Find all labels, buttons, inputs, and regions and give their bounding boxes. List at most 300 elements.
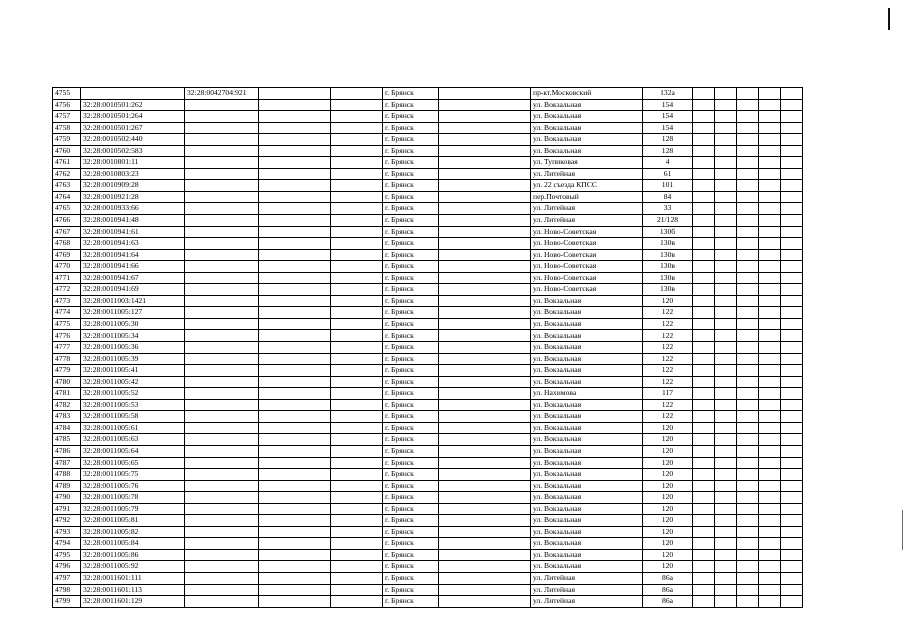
empty-cell xyxy=(439,272,531,284)
empty-cell xyxy=(715,145,737,157)
empty-cell xyxy=(759,180,781,192)
empty-cell xyxy=(737,88,759,100)
cadastral-number-extra xyxy=(185,168,259,180)
row-number: 4774 xyxy=(53,307,81,319)
street: ул. Вокзальная xyxy=(531,538,643,550)
cadastral-number-extra xyxy=(185,399,259,411)
house-number: 120 xyxy=(643,526,693,538)
table-row xyxy=(53,411,803,423)
row-number: 4763 xyxy=(53,180,81,192)
empty-cell xyxy=(331,88,383,100)
empty-cell xyxy=(259,480,331,492)
empty-cell xyxy=(737,388,759,400)
empty-cell xyxy=(737,538,759,550)
house-number: 4 xyxy=(643,157,693,169)
empty-cell xyxy=(781,226,803,238)
row-number: 4791 xyxy=(53,503,81,515)
empty-cell xyxy=(259,272,331,284)
empty-cell xyxy=(693,295,715,307)
table-row xyxy=(53,596,803,608)
empty-cell xyxy=(715,399,737,411)
empty-cell xyxy=(439,111,531,123)
table-row xyxy=(53,272,803,284)
city: г. Брянск xyxy=(383,99,439,111)
empty-cell xyxy=(781,434,803,446)
cadastral-number: 32:28:0010501:264 xyxy=(81,111,185,123)
street: ул. Нахимова xyxy=(531,388,643,400)
empty-cell xyxy=(439,203,531,215)
street: ул. Вокзальная xyxy=(531,445,643,457)
row-number: 4788 xyxy=(53,469,81,481)
empty-cell xyxy=(259,492,331,504)
city: г. Брянск xyxy=(383,515,439,527)
table-row xyxy=(53,307,803,319)
empty-cell xyxy=(331,388,383,400)
empty-cell xyxy=(331,342,383,354)
empty-cell xyxy=(781,596,803,608)
table-row xyxy=(53,572,803,584)
street: ул. Вокзальная xyxy=(531,376,643,388)
city: г. Брянск xyxy=(383,572,439,584)
cadastral-number: 32:28:0011005:30 xyxy=(81,318,185,330)
empty-cell xyxy=(331,330,383,342)
empty-cell xyxy=(781,365,803,377)
empty-cell xyxy=(693,584,715,596)
empty-cell xyxy=(737,191,759,203)
empty-cell xyxy=(693,411,715,423)
empty-cell xyxy=(259,157,331,169)
cadastral-number-extra xyxy=(185,226,259,238)
empty-cell xyxy=(331,584,383,596)
cadastral-number: 32:28:0010803:23 xyxy=(81,168,185,180)
empty-cell xyxy=(331,526,383,538)
empty-cell xyxy=(737,480,759,492)
city: г. Брянск xyxy=(383,318,439,330)
cadastral-number-extra xyxy=(185,145,259,157)
empty-cell xyxy=(781,99,803,111)
table-row xyxy=(53,99,803,111)
empty-cell xyxy=(781,515,803,527)
city: г. Брянск xyxy=(383,538,439,550)
empty-cell xyxy=(715,238,737,250)
cadastral-number: 32:28:0011005:84 xyxy=(81,538,185,550)
empty-cell xyxy=(693,596,715,608)
empty-cell xyxy=(439,538,531,550)
city: г. Брянск xyxy=(383,180,439,192)
row-number: 4796 xyxy=(53,561,81,573)
empty-cell xyxy=(439,342,531,354)
city: г. Брянск xyxy=(383,272,439,284)
row-number: 4798 xyxy=(53,584,81,596)
empty-cell xyxy=(693,492,715,504)
house-number: 130в xyxy=(643,249,693,261)
street: ул. Вокзальная xyxy=(531,492,643,504)
empty-cell xyxy=(737,422,759,434)
empty-cell xyxy=(759,88,781,100)
empty-cell xyxy=(715,492,737,504)
empty-cell xyxy=(693,134,715,146)
empty-cell xyxy=(759,572,781,584)
empty-cell xyxy=(737,584,759,596)
row-number: 4767 xyxy=(53,226,81,238)
house-number: 86а xyxy=(643,572,693,584)
empty-cell xyxy=(331,353,383,365)
empty-cell xyxy=(715,134,737,146)
house-number: 122 xyxy=(643,307,693,319)
cadastral-number: 32:28:0010941:63 xyxy=(81,238,185,250)
empty-cell xyxy=(693,203,715,215)
empty-cell xyxy=(759,422,781,434)
empty-cell xyxy=(331,549,383,561)
row-number: 4781 xyxy=(53,388,81,400)
cadastral-number: 32:28:0010941:69 xyxy=(81,284,185,296)
empty-cell xyxy=(715,434,737,446)
cadastral-number: 32:28:0011005:82 xyxy=(81,526,185,538)
empty-cell xyxy=(693,445,715,457)
cadastral-number: 32:28:0011005:92 xyxy=(81,561,185,573)
empty-cell xyxy=(693,549,715,561)
empty-cell xyxy=(737,411,759,423)
empty-cell xyxy=(715,388,737,400)
empty-cell xyxy=(715,111,737,123)
street: ул. Литейная xyxy=(531,168,643,180)
empty-cell xyxy=(331,445,383,457)
empty-cell xyxy=(439,261,531,273)
empty-cell xyxy=(737,318,759,330)
cadastral-number: 32:28:0010501:262 xyxy=(81,99,185,111)
cadastral-number-extra xyxy=(185,272,259,284)
empty-cell xyxy=(781,330,803,342)
empty-cell xyxy=(259,399,331,411)
empty-cell xyxy=(331,226,383,238)
empty-cell xyxy=(759,272,781,284)
row-number: 4782 xyxy=(53,399,81,411)
house-number: 120 xyxy=(643,434,693,446)
city: г. Брянск xyxy=(383,445,439,457)
city: г. Брянск xyxy=(383,365,439,377)
street: ул. Литейная xyxy=(531,572,643,584)
empty-cell xyxy=(331,307,383,319)
row-number: 4773 xyxy=(53,295,81,307)
table-row xyxy=(53,295,803,307)
empty-cell xyxy=(439,561,531,573)
empty-cell xyxy=(781,388,803,400)
cadastral-number: 32:28:0010933:66 xyxy=(81,203,185,215)
row-number: 4755 xyxy=(53,88,81,100)
empty-cell xyxy=(259,353,331,365)
empty-cell xyxy=(759,238,781,250)
row-number: 4766 xyxy=(53,215,81,227)
city: г. Брянск xyxy=(383,411,439,423)
empty-cell xyxy=(737,261,759,273)
city: г. Брянск xyxy=(383,561,439,573)
cadastral-number: 32:28:0010941:64 xyxy=(81,249,185,261)
empty-cell xyxy=(759,596,781,608)
house-number: 122 xyxy=(643,376,693,388)
row-number: 4760 xyxy=(53,145,81,157)
table-row xyxy=(53,249,803,261)
empty-cell xyxy=(259,376,331,388)
empty-cell xyxy=(715,203,737,215)
table-row xyxy=(53,157,803,169)
empty-cell xyxy=(715,445,737,457)
house-number: 122 xyxy=(643,365,693,377)
table-row xyxy=(53,561,803,573)
empty-cell xyxy=(259,88,331,100)
empty-cell xyxy=(715,596,737,608)
street: ул. Вокзальная xyxy=(531,353,643,365)
empty-cell xyxy=(715,526,737,538)
empty-cell xyxy=(781,376,803,388)
empty-cell xyxy=(715,226,737,238)
empty-cell xyxy=(781,157,803,169)
street: ул. Вокзальная xyxy=(531,469,643,481)
table-row xyxy=(53,422,803,434)
empty-cell xyxy=(759,538,781,550)
street: пер.Почтовый xyxy=(531,191,643,203)
empty-cell xyxy=(439,399,531,411)
street: ул. Вокзальная xyxy=(531,549,643,561)
house-number: 130б xyxy=(643,226,693,238)
empty-cell xyxy=(331,572,383,584)
table-row xyxy=(53,353,803,365)
city: г. Брянск xyxy=(383,457,439,469)
empty-cell xyxy=(331,434,383,446)
empty-cell xyxy=(331,422,383,434)
empty-cell xyxy=(715,584,737,596)
empty-cell xyxy=(259,238,331,250)
empty-cell xyxy=(439,99,531,111)
empty-cell xyxy=(259,318,331,330)
cadastral-number-extra xyxy=(185,261,259,273)
cadastral-number-extra xyxy=(185,503,259,515)
house-number: 122 xyxy=(643,399,693,411)
empty-cell xyxy=(781,145,803,157)
empty-cell xyxy=(781,549,803,561)
cadastral-number: 32:28:0010502:440 xyxy=(81,134,185,146)
empty-cell xyxy=(693,215,715,227)
row-number: 4784 xyxy=(53,422,81,434)
table-row xyxy=(53,457,803,469)
empty-cell xyxy=(737,238,759,250)
table-row xyxy=(53,434,803,446)
empty-cell xyxy=(781,168,803,180)
empty-cell xyxy=(781,353,803,365)
empty-cell xyxy=(331,249,383,261)
house-number: 120 xyxy=(643,469,693,481)
row-number: 4794 xyxy=(53,538,81,550)
empty-cell xyxy=(715,342,737,354)
empty-cell xyxy=(781,457,803,469)
table-row xyxy=(53,180,803,192)
empty-cell xyxy=(759,295,781,307)
house-number: 33 xyxy=(643,203,693,215)
row-number: 4792 xyxy=(53,515,81,527)
empty-cell xyxy=(331,596,383,608)
cadastral-number-extra xyxy=(185,492,259,504)
empty-cell xyxy=(259,226,331,238)
empty-cell xyxy=(259,584,331,596)
empty-cell xyxy=(737,399,759,411)
empty-cell xyxy=(693,480,715,492)
empty-cell xyxy=(759,434,781,446)
cadastral-number: 32:28:0011005:34 xyxy=(81,330,185,342)
city: г. Брянск xyxy=(383,434,439,446)
cadastral-number-extra xyxy=(185,330,259,342)
street: пр-кт.Московский xyxy=(531,88,643,100)
cadastral-number-extra xyxy=(185,215,259,227)
empty-cell xyxy=(331,492,383,504)
empty-cell xyxy=(781,295,803,307)
row-number: 4789 xyxy=(53,480,81,492)
empty-cell xyxy=(759,515,781,527)
empty-cell xyxy=(259,365,331,377)
table-row xyxy=(53,134,803,146)
scan-mark-top-right xyxy=(888,8,890,30)
empty-cell xyxy=(439,318,531,330)
empty-cell xyxy=(781,445,803,457)
cadastral-number-extra xyxy=(185,134,259,146)
city: г. Брянск xyxy=(383,145,439,157)
street: ул. Вокзальная xyxy=(531,295,643,307)
cadastral-number: 32:28:0011005:79 xyxy=(81,503,185,515)
table-row xyxy=(53,284,803,296)
empty-cell xyxy=(331,561,383,573)
cadastral-number: 32:28:0011005:86 xyxy=(81,549,185,561)
empty-cell xyxy=(693,145,715,157)
row-number: 4762 xyxy=(53,168,81,180)
city: г. Брянск xyxy=(383,238,439,250)
table-row xyxy=(53,584,803,596)
cadastral-number-extra xyxy=(185,549,259,561)
empty-cell xyxy=(737,134,759,146)
empty-cell xyxy=(781,238,803,250)
empty-cell xyxy=(759,307,781,319)
row-number: 4779 xyxy=(53,365,81,377)
empty-cell xyxy=(759,284,781,296)
house-number: 130в xyxy=(643,272,693,284)
empty-cell xyxy=(715,261,737,273)
cadastral-number: 32:28:0011005:58 xyxy=(81,411,185,423)
empty-cell xyxy=(759,122,781,134)
row-number: 4795 xyxy=(53,549,81,561)
house-number: 120 xyxy=(643,457,693,469)
cadastral-number-extra xyxy=(185,191,259,203)
empty-cell xyxy=(781,561,803,573)
house-number: 120 xyxy=(643,561,693,573)
cadastral-number: 32:28:0011005:61 xyxy=(81,422,185,434)
table-row xyxy=(53,261,803,273)
street: ул. Вокзальная xyxy=(531,307,643,319)
empty-cell xyxy=(759,549,781,561)
empty-cell xyxy=(759,318,781,330)
cadastral-number: 32:28:0011005:63 xyxy=(81,434,185,446)
empty-cell xyxy=(759,203,781,215)
empty-cell xyxy=(259,168,331,180)
empty-cell xyxy=(759,457,781,469)
empty-cell xyxy=(759,330,781,342)
row-number: 4769 xyxy=(53,249,81,261)
empty-cell xyxy=(715,99,737,111)
street: ул. Ново-Советская xyxy=(531,226,643,238)
house-number: 120 xyxy=(643,422,693,434)
empty-cell xyxy=(759,399,781,411)
empty-cell xyxy=(439,445,531,457)
empty-cell xyxy=(737,515,759,527)
registry-table xyxy=(52,87,803,608)
house-number: 117 xyxy=(643,388,693,400)
empty-cell xyxy=(259,203,331,215)
empty-cell xyxy=(693,365,715,377)
city: г. Брянск xyxy=(383,388,439,400)
empty-cell xyxy=(781,249,803,261)
row-number: 4783 xyxy=(53,411,81,423)
empty-cell xyxy=(331,180,383,192)
empty-cell xyxy=(693,284,715,296)
empty-cell xyxy=(331,145,383,157)
cadastral-number-extra xyxy=(185,572,259,584)
empty-cell xyxy=(759,168,781,180)
cadastral-number-extra xyxy=(185,157,259,169)
empty-cell xyxy=(259,526,331,538)
empty-cell xyxy=(259,561,331,573)
empty-cell xyxy=(737,549,759,561)
empty-cell xyxy=(737,434,759,446)
empty-cell xyxy=(693,526,715,538)
empty-cell xyxy=(759,445,781,457)
empty-cell xyxy=(759,134,781,146)
city: г. Брянск xyxy=(383,249,439,261)
table-row xyxy=(53,168,803,180)
table-row xyxy=(53,203,803,215)
cadastral-number: 32:28:0011005:78 xyxy=(81,492,185,504)
empty-cell xyxy=(759,342,781,354)
row-number: 4772 xyxy=(53,284,81,296)
cadastral-number-extra xyxy=(185,515,259,527)
empty-cell xyxy=(715,457,737,469)
empty-cell xyxy=(259,422,331,434)
cadastral-number: 32:28:0010941:67 xyxy=(81,272,185,284)
cadastral-number-extra xyxy=(185,584,259,596)
city: г. Брянск xyxy=(383,596,439,608)
row-number: 4765 xyxy=(53,203,81,215)
cadastral-number-extra xyxy=(185,295,259,307)
empty-cell xyxy=(439,191,531,203)
empty-cell xyxy=(737,99,759,111)
row-number: 4793 xyxy=(53,526,81,538)
cadastral-number-extra xyxy=(185,411,259,423)
empty-cell xyxy=(693,191,715,203)
table-row xyxy=(53,399,803,411)
empty-cell xyxy=(693,226,715,238)
empty-cell xyxy=(259,445,331,457)
cadastral-number-extra xyxy=(185,445,259,457)
empty-cell xyxy=(759,584,781,596)
row-number: 4790 xyxy=(53,492,81,504)
empty-cell xyxy=(331,191,383,203)
empty-cell xyxy=(781,284,803,296)
empty-cell xyxy=(259,549,331,561)
empty-cell xyxy=(715,330,737,342)
cadastral-number-extra xyxy=(185,538,259,550)
street: ул. Вокзальная xyxy=(531,342,643,354)
empty-cell xyxy=(259,342,331,354)
cadastral-number-extra xyxy=(185,342,259,354)
empty-cell xyxy=(781,191,803,203)
table-row xyxy=(53,376,803,388)
empty-cell xyxy=(259,457,331,469)
empty-cell xyxy=(693,376,715,388)
